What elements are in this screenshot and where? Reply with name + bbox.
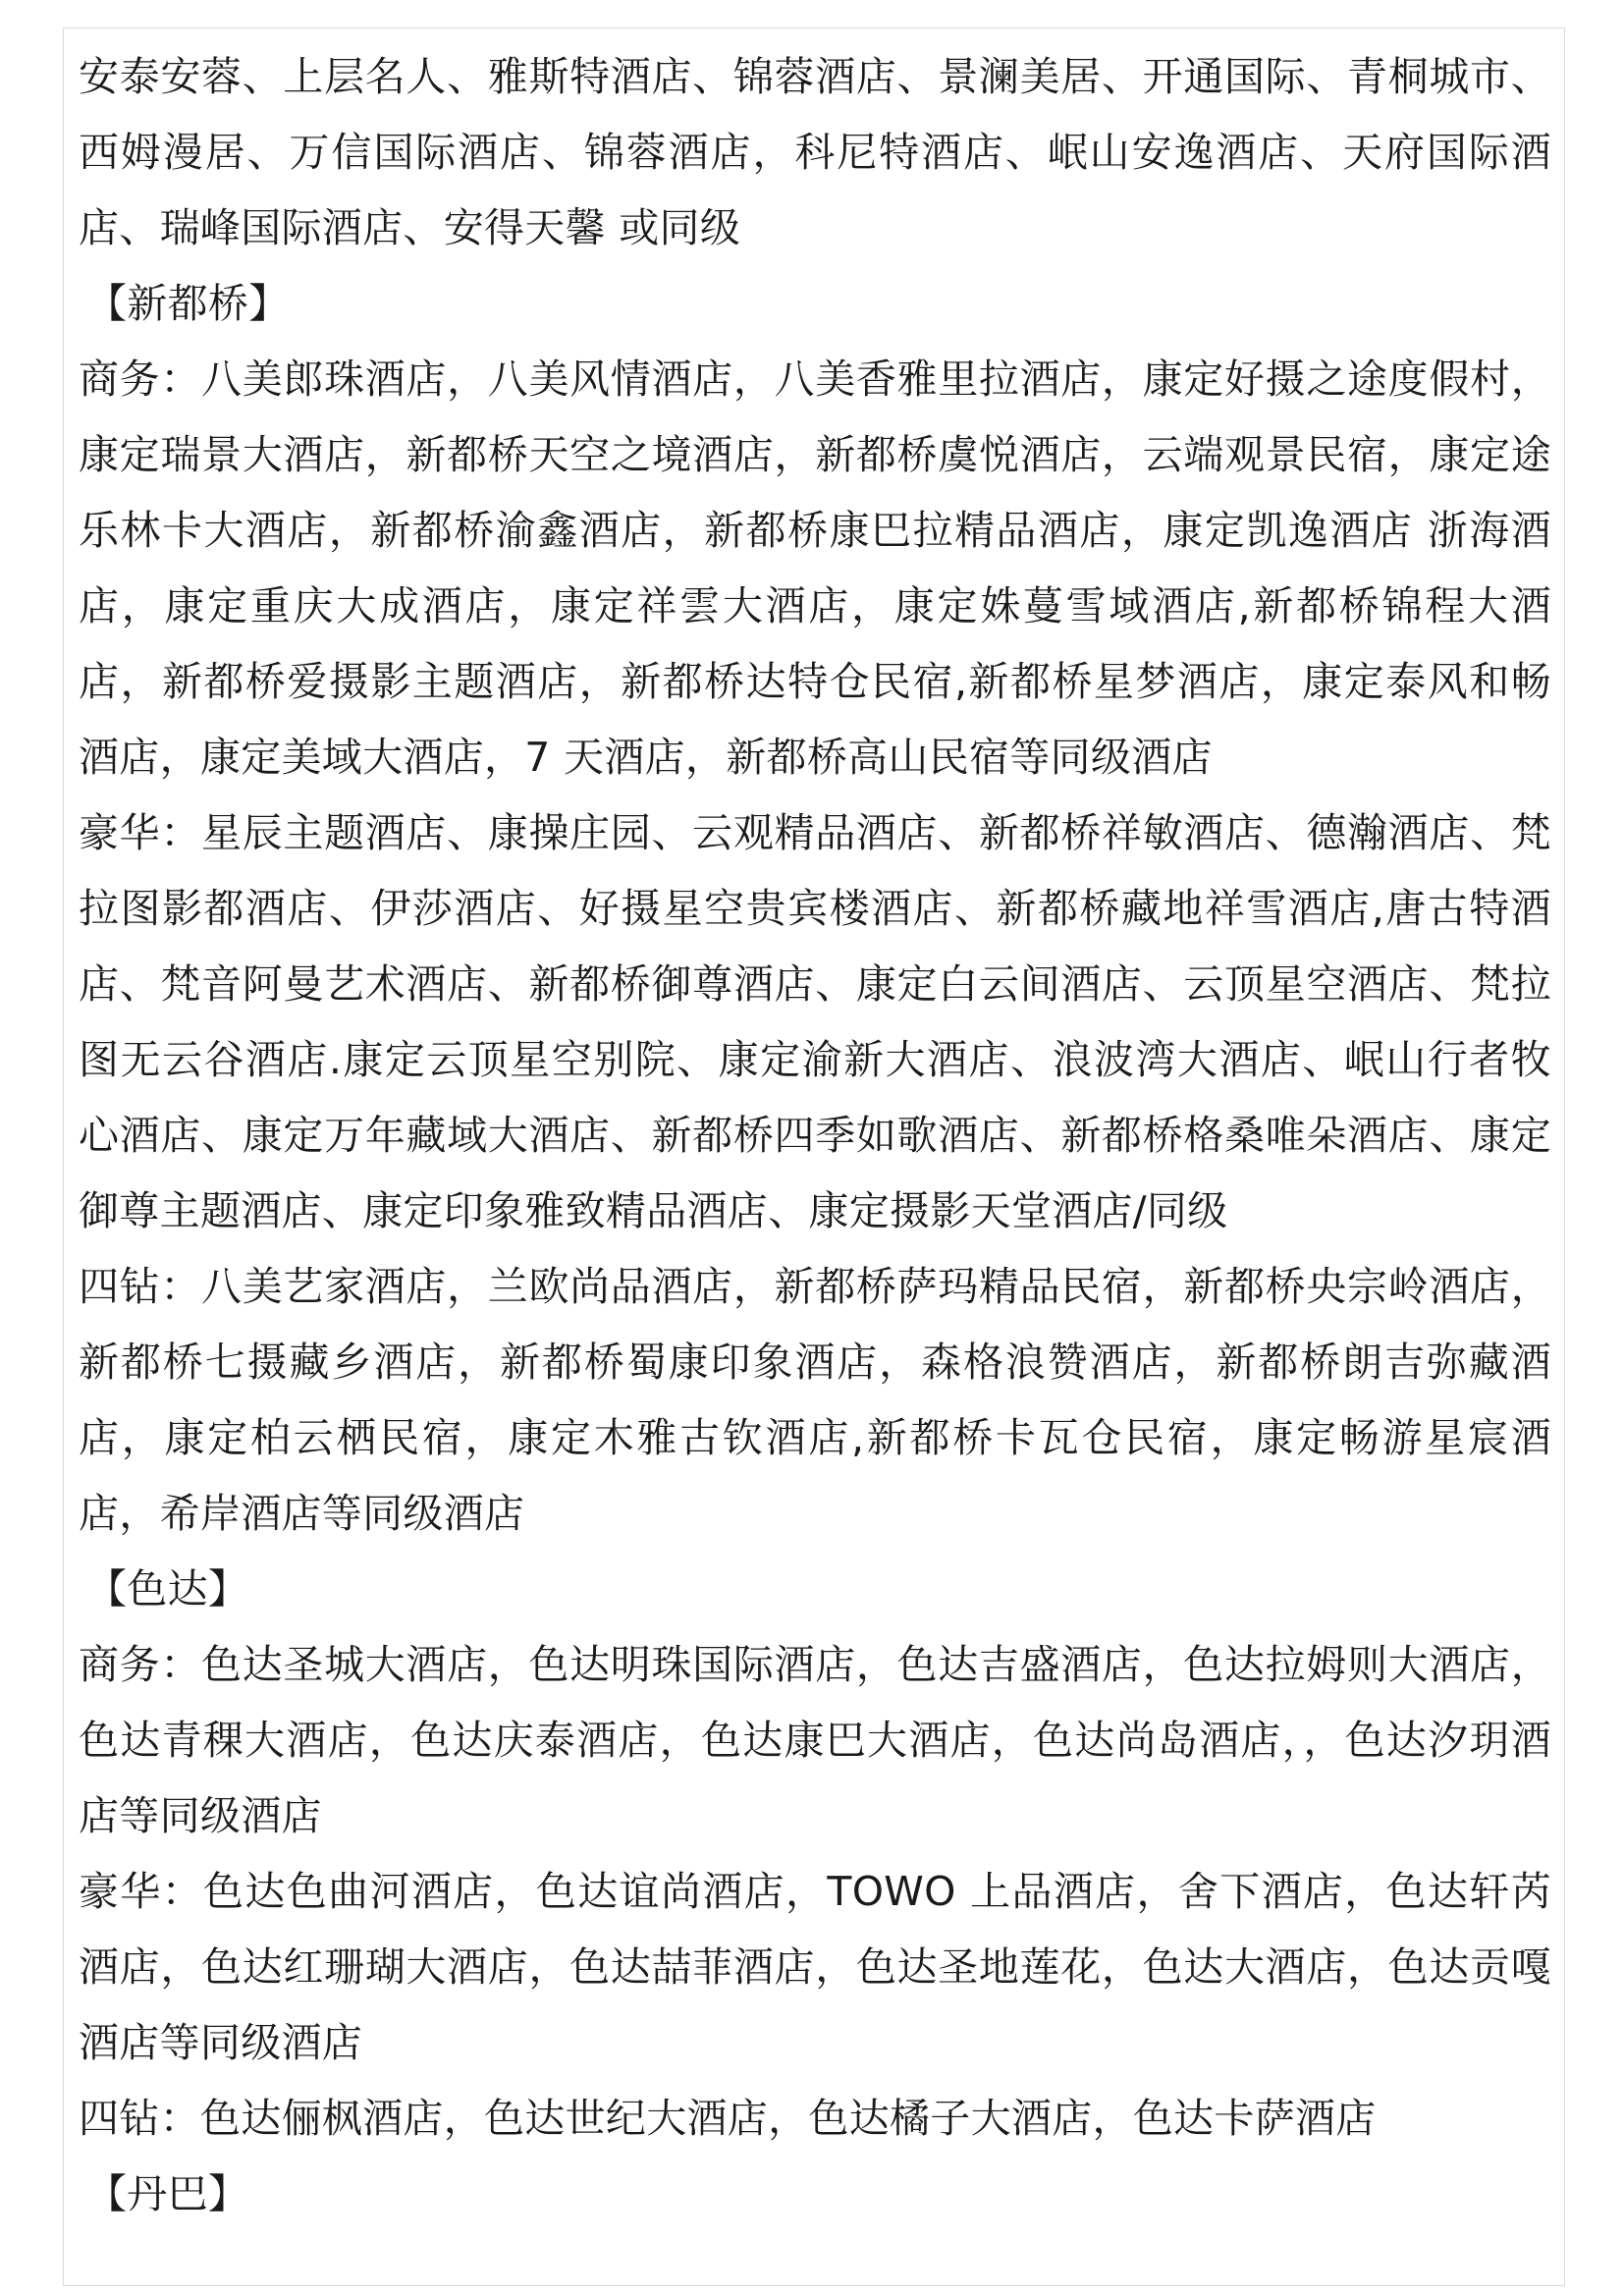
xinduqiao-business: 商务：八美郎珠酒店，八美风情酒店，八美香雅里拉酒店，康定好摄之途度假村，康定瑞景大酒店，新都桥天空之境酒店，新都桥虞悦酒店，云端观景民宿，康定途乐林卡大酒店，新都桥渝鑫酒店，新都桥康巴拉精品酒店，康定凯逸酒店 浙海酒店，康定重庆大成酒店，康定祥雲大酒店，康定姝蔓雪域酒店,新都桥锦程大酒店，新都桥爱摄影主题酒店，新都桥达特仓民宿,新都桥星梦酒店，康定泰风和畅酒店，康定美域大酒店，7 天酒店，新都桥高山民宿等同级酒店	[79, 355, 1551, 781]
xinduqiao-luxury: 豪华：星辰主题酒店、康操庄园、云观精品酒店、新都桥祥敏酒店、德瀚酒店、梵拉图影都酒店、伊莎酒店、好摄星空贵宾楼酒店、新都桥藏地祥雪酒店,唐古特酒店、梵音阿曼艺术酒店、新都桥御尊酒店、康定白云间酒店、云顶星空酒店、梵拉图无云谷酒店.康定云顶星空别院、康定渝新大酒店、浪波湾大酒店、岷山行者牧心酒店、康定万年藏域大酒店、新都桥四季如歌酒店、新都桥格桑唯朵酒店、康定御尊主题酒店、康定印象雅致精品酒店、康定摄影天堂酒店/同级	[79, 809, 1551, 1234]
seda-four-diamond: 四钻：色达俪枫酒店，色达世纪大酒店，色达橘子大酒店，色达卡萨酒店	[79, 2095, 1377, 2142]
section-heading-danba: 【丹巴】	[86, 2170, 249, 2217]
kangding-hotels-continued: 安泰安蓉、上层名人、雅斯特酒店、锦蓉酒店、景澜美居、开通国际、青桐城市、西姆漫居、万信国际酒店、锦蓉酒店，科尼特酒店、岷山安逸酒店、天府国际酒店、瑞峰国际酒店、安得天馨 或同级	[79, 53, 1551, 251]
xinduqiao-four-diamond: 四钻：八美艺家酒店，兰欧尚品酒店，新都桥萨玛精品民宿，新都桥央宗岭酒店，新都桥七摄藏乡酒店，新都桥蜀康印象酒店，森格浪赞酒店，新都桥朗吉弥藏酒店，康定柏云栖民宿，康定木雅古钦酒店,新都桥卡瓦仓民宿，康定畅游星宸酒店，希岸酒店等同级酒店	[79, 1263, 1551, 1537]
seda-luxury: 豪华：色达色曲河酒店，色达谊尚酒店，TOWO 上品酒店，舍下酒店，色达轩芮酒店，色达红珊瑚大酒店，色达喆菲酒店，色达圣地莲花，色达大酒店，色达贡嘎酒店等同级酒店	[79, 1868, 1551, 2066]
section-heading-seda: 【色达】	[86, 1565, 249, 1613]
document-body	[79, 39, 1551, 2232]
section-heading-xinduqiao: 【新都桥】	[86, 280, 290, 327]
seda-business: 商务：色达圣城大酒店，色达明珠国际酒店，色达吉盛酒店，色达拉姆则大酒店，色达青稞大酒店，色达庆泰酒店，色达康巴大酒店，色达尚岛酒店，，色达汐玥酒店等同级酒店	[79, 1641, 1551, 1839]
